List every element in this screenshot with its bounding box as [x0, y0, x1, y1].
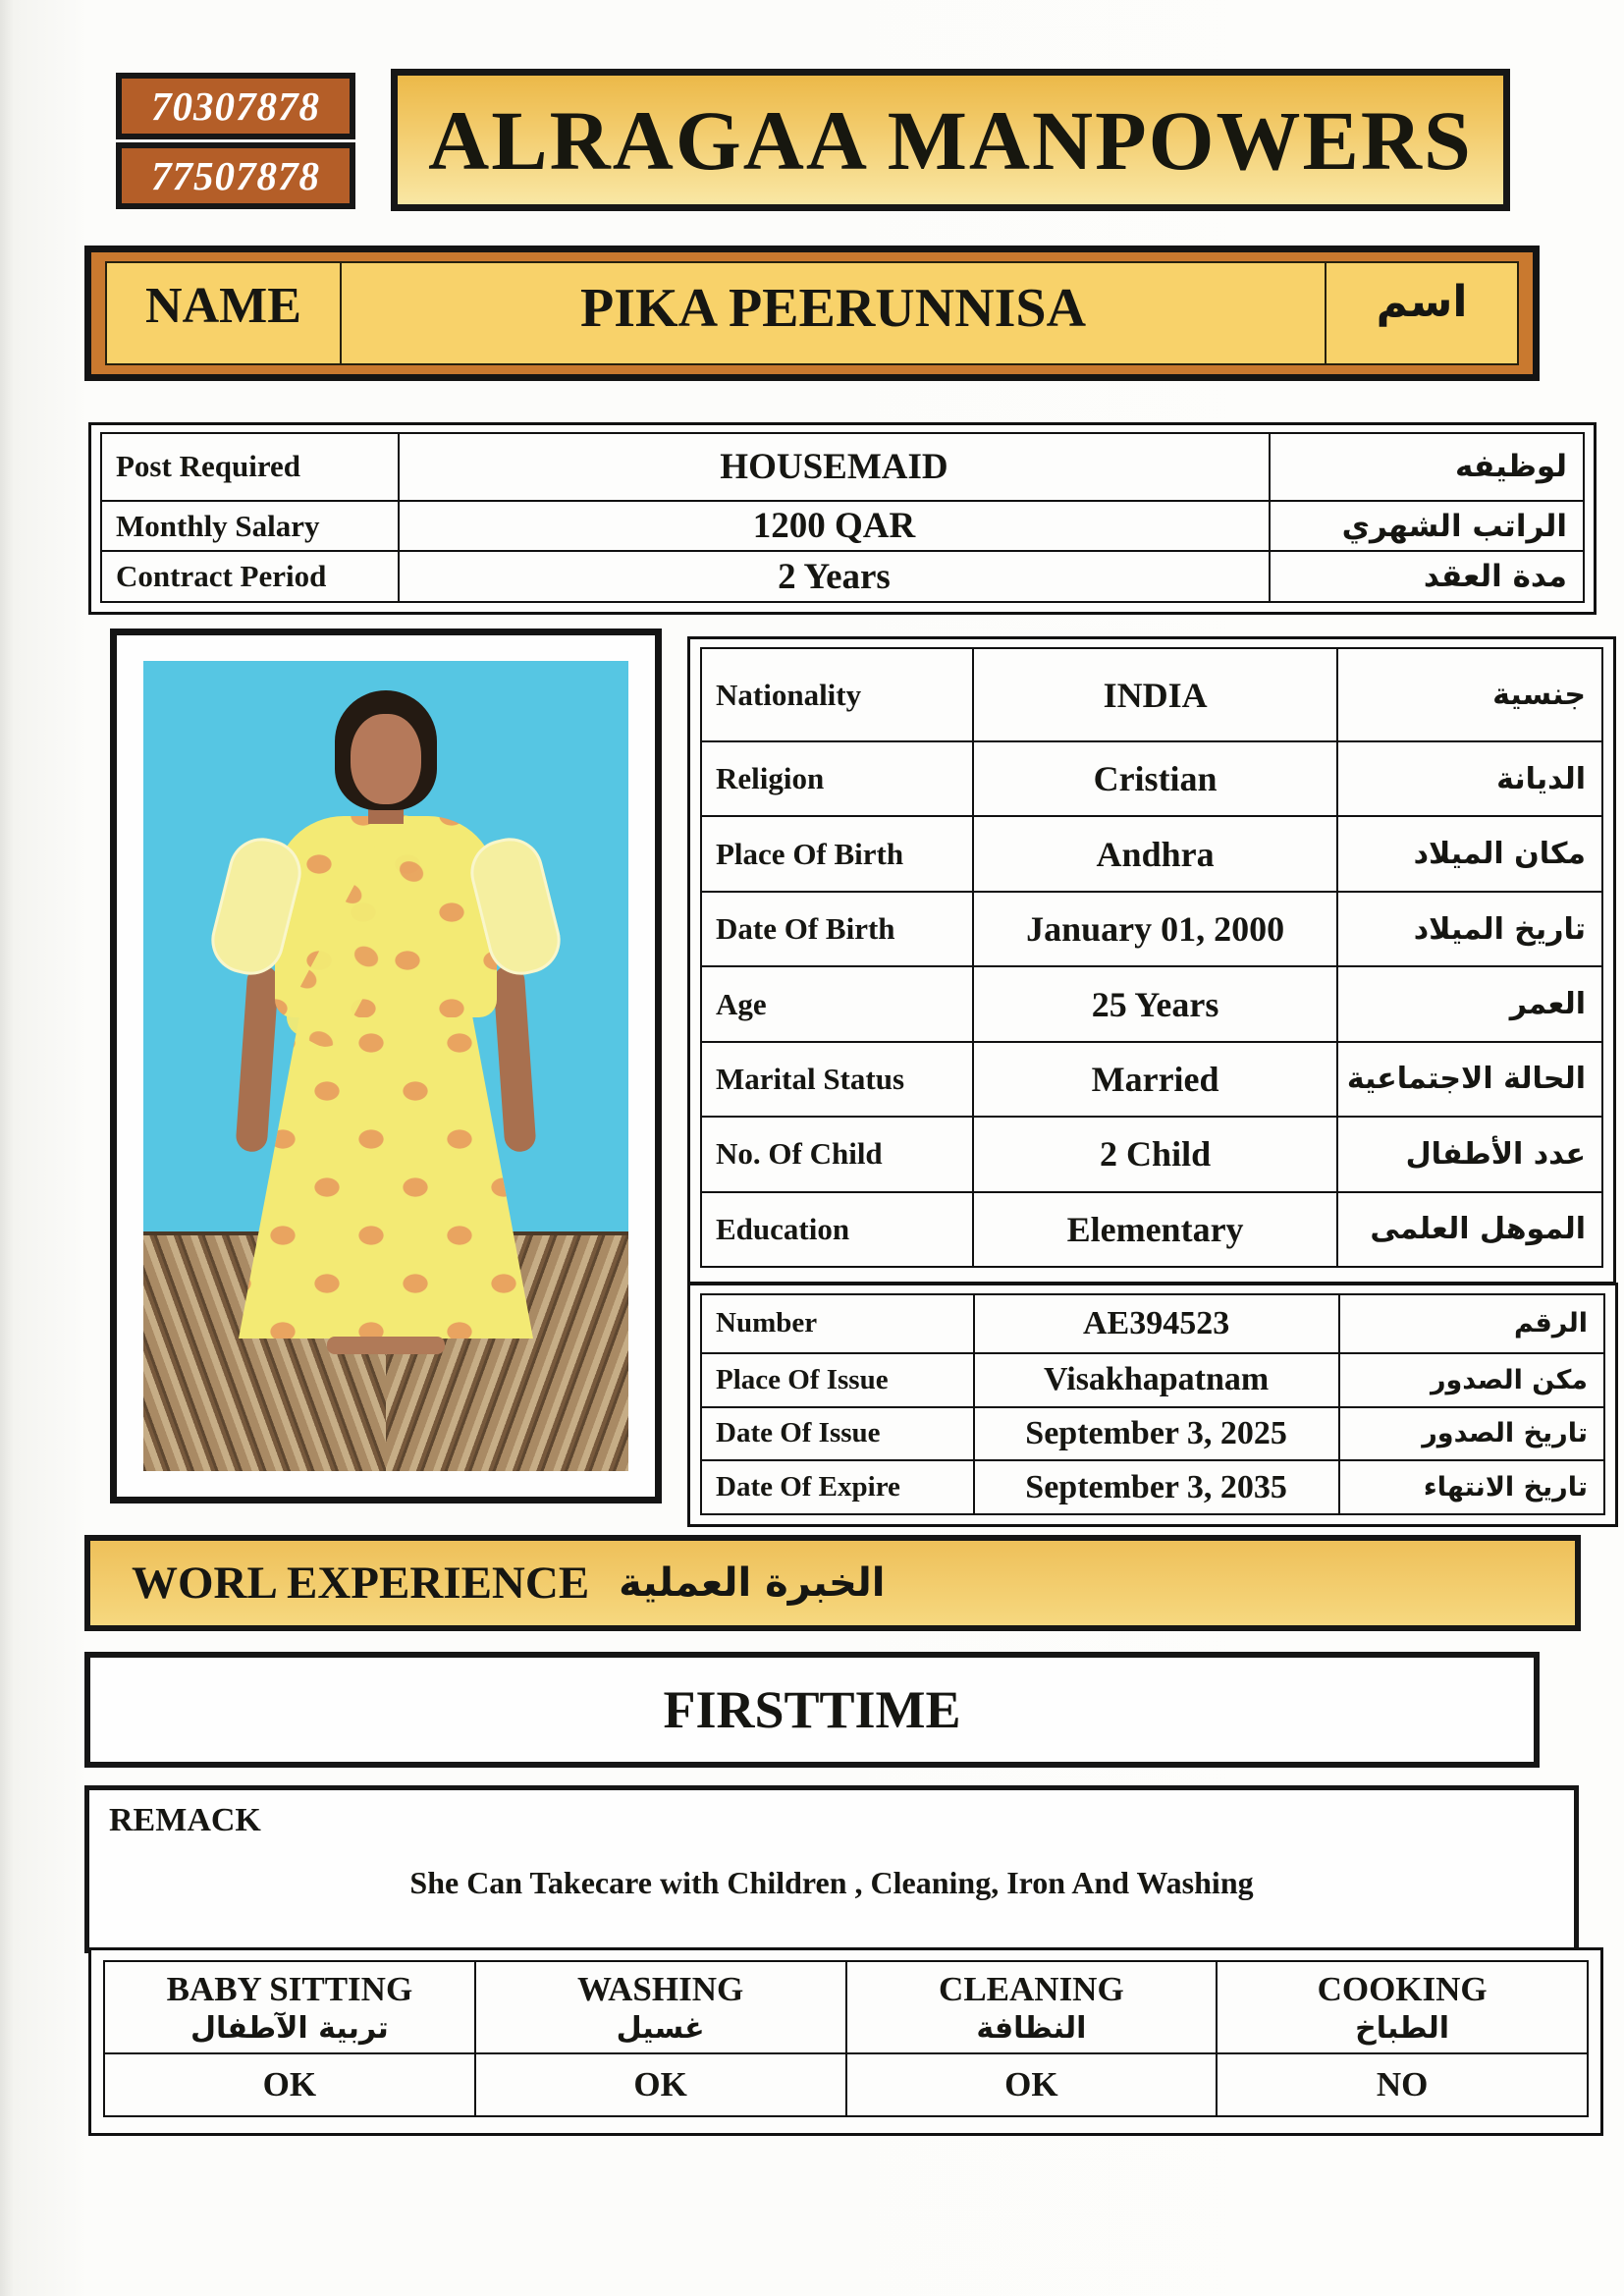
skill-label: CLEANING: [939, 1969, 1124, 2008]
table-row: [702, 967, 1601, 1042]
post-table: [88, 422, 1597, 615]
skill-cooking-header: [1218, 1962, 1587, 2052]
experience-value: FIRSTTIME: [663, 1680, 961, 1739]
skill-label-arabic: تربية الآطفال: [189, 2010, 389, 2046]
table-row: [102, 502, 1583, 553]
table-row: [702, 1354, 1603, 1408]
skills-table: [88, 1947, 1603, 2136]
skill-label-arabic: النظافة: [976, 2010, 1087, 2046]
skill-label-arabic: غسيل: [616, 2010, 705, 2046]
figure-right-arm: [492, 964, 536, 1153]
table-row: [702, 649, 1601, 742]
photo-figure: [224, 690, 548, 1339]
skill-cleaning-header: [847, 1962, 1218, 2052]
religion-value: Cristian: [974, 742, 1338, 815]
date-of-birth-value: January 01, 2000: [974, 893, 1338, 965]
skills-header-row: [105, 1962, 1587, 2054]
table-row: [702, 1118, 1601, 1192]
agency-title: ALRAGAA MANPOWERS: [391, 69, 1510, 211]
date-of-expire-value: September 3, 2035: [975, 1461, 1340, 1513]
phone-number-2: 77507878: [116, 142, 355, 209]
contract-period-arabic: مدة العقد: [1423, 559, 1567, 595]
date-of-issue-arabic: تاريخ الصدور: [1422, 1418, 1588, 1449]
post-required-arabic: لوظيفه: [1454, 449, 1567, 485]
date-of-birth-label: Date Of Birth: [702, 893, 974, 965]
marital-status-label: Marital Status: [702, 1043, 974, 1116]
name-label-arabic: اسم: [1376, 277, 1468, 327]
date-of-expire-arabic: تاريخ الانتهاء: [1423, 1472, 1588, 1503]
skill-washing-value: OK: [476, 2054, 847, 2115]
skill-cooking-value: NO: [1376, 2065, 1429, 2105]
date-of-issue-value: September 3, 2025: [975, 1408, 1340, 1460]
passport-number-arabic: الرقم: [1513, 1308, 1588, 1339]
skill-baby-sitting-header: [105, 1962, 476, 2052]
monthly-salary-label: Monthly Salary: [102, 502, 400, 551]
figure-feet: [327, 1337, 445, 1354]
table-row: [702, 1043, 1601, 1118]
religion-arabic: الديانة: [1496, 761, 1586, 796]
passport-number-value: AE394523: [975, 1295, 1340, 1352]
figure-left-arm: [235, 964, 279, 1153]
age-arabic: العمر: [1509, 987, 1586, 1021]
skill-label: BABY SITTING: [166, 1969, 413, 2008]
name-label: NAME: [107, 263, 342, 363]
religion-label: Religion: [702, 742, 974, 815]
experience-value-box: [84, 1652, 1540, 1768]
place-of-issue-label: Place Of Issue: [702, 1354, 975, 1406]
table-row: [702, 1408, 1603, 1462]
no-of-child-value: 2 Child: [974, 1118, 1338, 1190]
table-row: [102, 552, 1583, 601]
table-row: [702, 1193, 1601, 1266]
date-of-birth-arabic: تاريخ الميلاد: [1413, 911, 1586, 947]
remark-box: [84, 1785, 1579, 1953]
photo-canvas: [143, 661, 628, 1471]
personal-details-table: [687, 636, 1616, 1285]
table-row: [702, 893, 1601, 967]
passport-table: [687, 1283, 1618, 1527]
name-band: [84, 246, 1540, 381]
remark-text: She Can Takecare with Children , Cleaning, Iron And Washing: [409, 1865, 1254, 1900]
name-band-inner: [105, 261, 1519, 365]
passport-number-label: Number: [702, 1295, 975, 1352]
table-row: [702, 742, 1601, 817]
post-required-value: HOUSEMAID: [400, 434, 1272, 500]
place-of-birth-value: Andhra: [974, 817, 1338, 890]
skills-value-row: [105, 2054, 1587, 2115]
date-of-issue-label: Date Of Issue: [702, 1408, 975, 1460]
age-value: 25 Years: [974, 967, 1338, 1040]
table-row: [702, 1461, 1603, 1513]
age-label: Age: [702, 967, 974, 1040]
work-experience-banner: [84, 1535, 1581, 1631]
table-row: [102, 434, 1583, 502]
date-of-expire-label: Date Of Expire: [702, 1461, 975, 1513]
work-experience-title-arabic: الخبرة العملية: [619, 1560, 886, 1606]
post-required-label: Post Required: [102, 434, 400, 500]
candidate-name: PIKA PEERUNNISA: [342, 263, 1326, 363]
skill-cleaning-value: OK: [847, 2054, 1218, 2115]
nationality-value: INDIA: [974, 649, 1338, 740]
contract-period-label: Contract Period: [102, 552, 400, 601]
phone-number-1: 70307878: [116, 73, 355, 139]
nationality-label: Nationality: [702, 649, 974, 740]
contract-period-value: 2 Years: [400, 552, 1272, 601]
skill-baby-sitting-value: OK: [105, 2054, 476, 2115]
skill-label: WASHING: [577, 1969, 744, 2008]
monthly-salary-value: 1200 QAR: [400, 502, 1272, 551]
marital-status-value: Married: [974, 1043, 1338, 1116]
skill-label: COOKING: [1317, 1969, 1488, 2008]
work-experience-title: WORL EXPERIENCE: [132, 1558, 590, 1609]
marital-status-arabic: الحالة الاجتماعية: [1346, 1062, 1586, 1097]
no-of-child-arabic: عدد الأطفال: [1405, 1136, 1586, 1172]
place-of-issue-value: Visakhapatnam: [975, 1354, 1340, 1406]
place-of-birth-label: Place Of Birth: [702, 817, 974, 890]
education-value: Elementary: [974, 1193, 1338, 1266]
education-label: Education: [702, 1193, 974, 1266]
figure-face: [351, 714, 421, 804]
candidate-photo: [110, 629, 662, 1503]
figure-saree-skirt: [239, 995, 533, 1339]
phone-number-stack: [116, 73, 355, 209]
remark-label: REMACK: [109, 1802, 261, 1838]
skill-label-arabic: الطباخ: [1355, 2010, 1450, 2046]
place-of-issue-arabic: مكن الصدور: [1430, 1364, 1588, 1395]
nationality-arabic: جنسية: [1492, 678, 1586, 713]
monthly-salary-arabic: الراتب الشهري: [1341, 508, 1567, 544]
place-of-birth-arabic: مكان الميلاد: [1413, 837, 1586, 872]
skill-washing-header: [476, 1962, 847, 2052]
table-row: [702, 817, 1601, 892]
table-row: [702, 1295, 1603, 1354]
education-arabic: الموهل العلمى: [1370, 1212, 1586, 1247]
no-of-child-label: No. Of Child: [702, 1118, 974, 1190]
